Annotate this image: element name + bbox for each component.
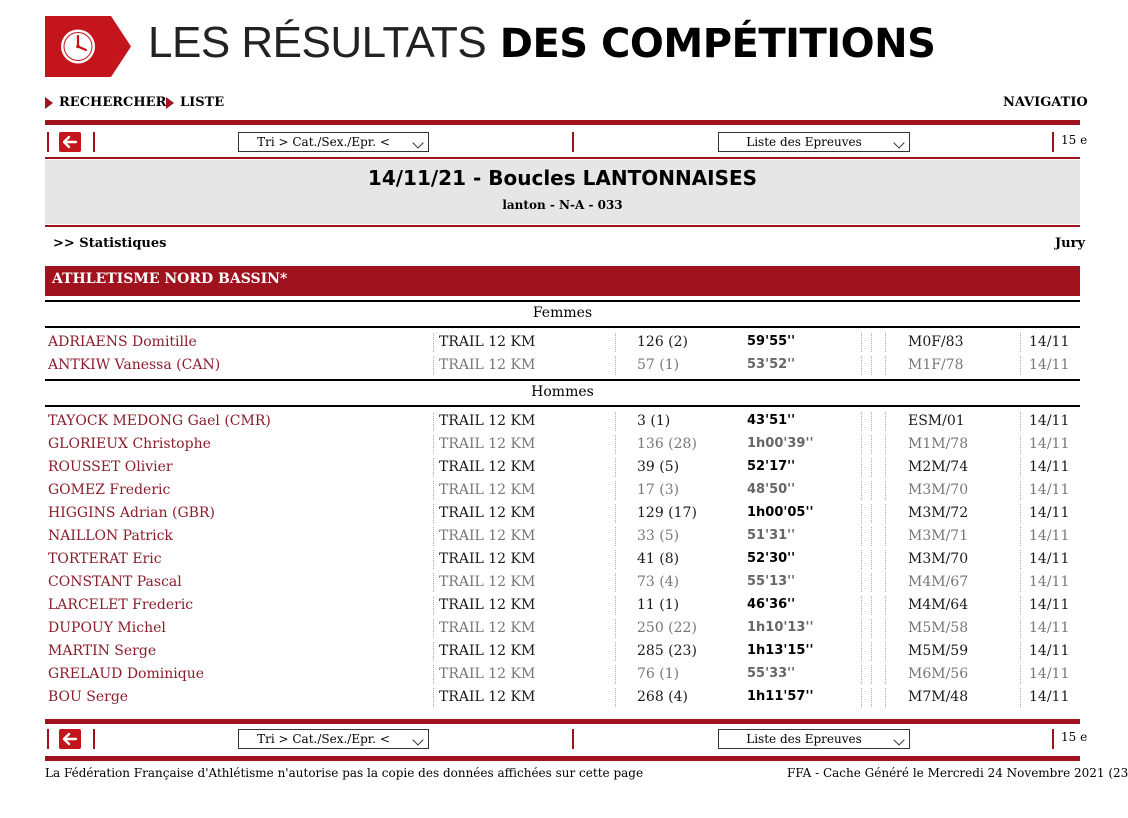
event-cell: TRAIL 12 KM: [439, 482, 536, 498]
column-separator: [861, 665, 862, 684]
date-cell: 14/11: [1029, 334, 1070, 350]
date-cell: 14/11: [1029, 643, 1070, 659]
event-cell: TRAIL 12 KM: [439, 643, 536, 659]
time-cell: 1h10'13'': [747, 620, 814, 635]
column-separator: [885, 573, 886, 592]
table-row[interactable]: [45, 331, 1080, 354]
column-separator: [871, 412, 872, 431]
column-separator: [615, 550, 616, 569]
place-cell: 76 (1): [637, 666, 680, 682]
divider: [572, 729, 574, 749]
place-cell: 126 (2): [637, 334, 689, 350]
column-separator: [615, 412, 616, 431]
column-separator: [885, 481, 886, 500]
event-cell: TRAIL 12 KM: [439, 620, 536, 636]
events-select[interactable]: [718, 132, 910, 152]
top-nav: [45, 93, 1088, 113]
column-separator: [885, 412, 886, 431]
column-separator: [885, 619, 886, 638]
column-separator: [615, 665, 616, 684]
time-cell: 1h00'39'': [747, 436, 814, 451]
category-cell: M3M/70: [908, 551, 969, 567]
divider: [93, 132, 95, 152]
place-cell: 39 (5): [637, 459, 680, 475]
chevron-down-icon: [893, 137, 904, 148]
column-separator: [615, 573, 616, 592]
date-cell: 14/11: [1029, 459, 1070, 475]
column-separator: [433, 527, 434, 546]
page-title-bold: DES COMPÉTITIONS: [499, 21, 936, 67]
date-cell: 14/11: [1029, 574, 1070, 590]
column-separator: [433, 435, 434, 454]
date-cell: 14/11: [1029, 482, 1070, 498]
section-label: Hommes: [531, 384, 594, 400]
column-separator: [885, 665, 886, 684]
athlete-name[interactable]: GLORIEUX Christophe: [48, 436, 211, 452]
back-button[interactable]: [59, 729, 81, 749]
column-separator: [615, 356, 616, 375]
time-cell: 1h00'05'': [747, 505, 814, 520]
search-link[interactable]: [45, 95, 166, 110]
table-row[interactable]: [45, 594, 1080, 617]
column-separator: [885, 435, 886, 454]
category-cell: M1M/78: [908, 436, 969, 452]
column-separator: [1020, 333, 1021, 352]
column-separator: [861, 527, 862, 546]
column-separator: [433, 688, 434, 707]
page-title: [148, 16, 935, 71]
events-select-value: Liste des Epreuves: [746, 135, 862, 149]
club-name: ATHLETISME NORD BASSIN*: [52, 271, 288, 287]
event-cell: TRAIL 12 KM: [439, 459, 536, 475]
place-cell: 57 (1): [637, 357, 680, 373]
event-cell: TRAIL 12 KM: [439, 357, 536, 373]
event-cell: TRAIL 12 KM: [439, 334, 536, 350]
divider: [47, 729, 49, 749]
event-cell: TRAIL 12 KM: [439, 551, 536, 567]
category-cell: M4M/67: [908, 574, 969, 590]
column-separator: [615, 527, 616, 546]
column-separator: [433, 504, 434, 523]
column-separator: [1020, 550, 1021, 569]
event-cell: TRAIL 12 KM: [439, 689, 536, 705]
column-separator: [871, 688, 872, 707]
category-cell: M2M/74: [908, 459, 969, 475]
list-link-label: LISTE: [180, 95, 225, 110]
column-separator: [615, 596, 616, 615]
column-separator: [1020, 481, 1021, 500]
section-header-men: [45, 379, 1080, 407]
category-cell: M5M/59: [908, 643, 969, 659]
athlete-name[interactable]: TORTERAT Eric: [48, 551, 162, 567]
sort-select[interactable]: [238, 132, 429, 152]
place-cell: 250 (22): [637, 620, 697, 636]
category-cell: M3M/72: [908, 505, 969, 521]
athlete-name[interactable]: HIGGINS Adrian (GBR): [48, 505, 215, 521]
sort-select-value: Tri > Cat./Sex./Epr. <: [257, 135, 390, 149]
column-separator: [871, 435, 872, 454]
event-header: [45, 160, 1080, 224]
column-separator: [615, 619, 616, 638]
back-button[interactable]: [59, 132, 81, 152]
column-separator: [1020, 665, 1021, 684]
column-separator: [433, 642, 434, 661]
table-row[interactable]: [45, 686, 1080, 709]
toolbar-top: [45, 130, 1088, 154]
category-cell: ESM/01: [908, 413, 965, 429]
time-cell: 1h13'15'': [747, 643, 814, 658]
time-cell: 46'36'': [747, 597, 796, 612]
time-cell: 55'33'': [747, 666, 796, 681]
divider: [93, 729, 95, 749]
column-separator: [1020, 412, 1021, 431]
column-separator: [615, 333, 616, 352]
event-title: 14/11/21 - Boucles LANTONNAISES: [367, 166, 758, 190]
column-separator: [861, 688, 862, 707]
column-separator: [433, 356, 434, 375]
column-separator: [1020, 619, 1021, 638]
date-cell: 14/11: [1029, 528, 1070, 544]
divider: [45, 225, 1080, 227]
table-row[interactable]: [45, 571, 1080, 594]
column-separator: [433, 412, 434, 431]
table-row[interactable]: [45, 433, 1080, 456]
column-separator: [433, 596, 434, 615]
athlete-name[interactable]: MARTIN Serge: [48, 643, 157, 659]
time-cell: 59'55'': [747, 334, 796, 349]
place-cell: 268 (4): [637, 689, 689, 705]
table-row[interactable]: [45, 502, 1080, 525]
athlete-name[interactable]: GRELAUD Dominique: [48, 666, 204, 682]
list-link[interactable]: [166, 95, 224, 110]
column-separator: [1020, 458, 1021, 477]
athlete-name[interactable]: DUPOUY Michel: [48, 620, 166, 636]
time-cell: 52'17'': [747, 459, 796, 474]
column-separator: [861, 550, 862, 569]
page-header: [0, 0, 1080, 90]
column-separator: [433, 619, 434, 638]
column-separator: [615, 504, 616, 523]
date-cell: 14/11: [1029, 505, 1070, 521]
date-cell: 14/11: [1029, 597, 1070, 613]
pager[interactable]: 15 e: [1061, 730, 1088, 744]
column-separator: [861, 573, 862, 592]
event-cell: TRAIL 12 KM: [439, 413, 536, 429]
event-cell: TRAIL 12 KM: [439, 597, 536, 613]
table-row[interactable]: [45, 617, 1080, 640]
column-separator: [861, 596, 862, 615]
column-separator: [433, 550, 434, 569]
column-separator: [871, 619, 872, 638]
athlete-name[interactable]: ROUSSET Olivier: [48, 459, 173, 475]
time-cell: 1h11'57'': [747, 689, 814, 704]
column-separator: [433, 333, 434, 352]
triangle-right-icon: [45, 97, 53, 109]
column-separator: [871, 596, 872, 615]
date-cell: 14/11: [1029, 666, 1070, 682]
copyright-notice: La Fédération Française d'Athlétisme n'autorise pas la copie des données affichées sur cette page: [45, 766, 644, 780]
sort-select-value: Tri > Cat./Sex./Epr. <: [257, 732, 390, 746]
divider: [45, 157, 1080, 159]
time-cell: 48'50'': [747, 482, 796, 497]
table-row[interactable]: [45, 456, 1080, 479]
category-cell: M3M/71: [908, 528, 969, 544]
column-separator: [871, 333, 872, 352]
section-label: Femmes: [532, 305, 593, 321]
column-separator: [885, 458, 886, 477]
column-separator: [885, 333, 886, 352]
column-separator: [885, 596, 886, 615]
table-row[interactable]: [45, 410, 1080, 433]
column-separator: [1020, 435, 1021, 454]
column-separator: [871, 573, 872, 592]
section-header-women: [45, 300, 1080, 328]
athlete-name[interactable]: BOU Serge: [48, 689, 129, 705]
chevron-down-icon: [412, 137, 423, 148]
time-cell: 55'13'': [747, 574, 796, 589]
column-separator: [615, 642, 616, 661]
time-cell: 51'31'': [747, 528, 796, 543]
athlete-name[interactable]: GOMEZ Frederic: [48, 482, 171, 498]
column-separator: [861, 642, 862, 661]
column-separator: [1020, 527, 1021, 546]
column-separator: [861, 412, 862, 431]
column-separator: [885, 642, 886, 661]
time-cell: 53'52'': [747, 357, 796, 372]
place-cell: 285 (23): [637, 643, 697, 659]
stats-row: [45, 236, 1086, 254]
place-cell: 129 (17): [637, 505, 697, 521]
jury-link[interactable]: Jury: [1055, 236, 1086, 251]
arrow-left-icon: [63, 136, 77, 148]
column-separator: [615, 481, 616, 500]
column-separator: [1020, 356, 1021, 375]
athlete-name[interactable]: ADRIAENS Domitille: [48, 334, 197, 350]
column-separator: [1020, 504, 1021, 523]
column-separator: [871, 550, 872, 569]
date-cell: 14/11: [1029, 357, 1070, 373]
event-cell: TRAIL 12 KM: [439, 436, 536, 452]
events-select-value: Liste des Epreuves: [746, 732, 862, 746]
divider: [45, 719, 1080, 724]
divider: [47, 132, 49, 152]
date-cell: 14/11: [1029, 551, 1070, 567]
column-separator: [871, 665, 872, 684]
column-separator: [871, 504, 872, 523]
place-cell: 41 (8): [637, 551, 680, 567]
column-separator: [1020, 688, 1021, 707]
sort-select[interactable]: [238, 729, 429, 749]
column-separator: [433, 573, 434, 592]
divider: [45, 120, 1080, 125]
place-cell: 33 (5): [637, 528, 680, 544]
navigation-label[interactable]: NAVIGATIO: [1003, 95, 1088, 110]
place-cell: 73 (4): [637, 574, 680, 590]
column-separator: [861, 333, 862, 352]
table-row[interactable]: [45, 663, 1080, 686]
divider: [1052, 132, 1054, 152]
time-cell: 52'30'': [747, 551, 796, 566]
column-separator: [861, 435, 862, 454]
triangle-right-icon: [166, 97, 174, 109]
column-separator: [615, 688, 616, 707]
table-row[interactable]: [45, 548, 1080, 571]
events-select[interactable]: [718, 729, 910, 749]
statistics-link[interactable]: >> Statistiques: [53, 236, 167, 251]
athlete-name[interactable]: LARCELET Frederic: [48, 597, 194, 613]
chevron-down-icon: [412, 734, 423, 745]
column-separator: [861, 356, 862, 375]
column-separator: [885, 527, 886, 546]
table-row[interactable]: [45, 479, 1080, 502]
pager[interactable]: 15 e: [1061, 133, 1088, 147]
category-cell: M0F/83: [908, 334, 964, 350]
date-cell: 14/11: [1029, 436, 1070, 452]
column-separator: [861, 619, 862, 638]
column-separator: [871, 481, 872, 500]
column-separator: [433, 665, 434, 684]
column-separator: [871, 527, 872, 546]
toolbar-bottom: [45, 727, 1088, 751]
event-cell: TRAIL 12 KM: [439, 666, 536, 682]
athlete-name[interactable]: TAYOCK MEDONG Gael (CMR): [48, 413, 271, 429]
athlete-name[interactable]: CONSTANT Pascal: [48, 574, 182, 590]
column-separator: [615, 435, 616, 454]
column-separator: [885, 504, 886, 523]
table-row[interactable]: [45, 525, 1080, 548]
column-separator: [615, 458, 616, 477]
search-link-label: RECHERCHER: [59, 95, 167, 110]
event-cell: TRAIL 12 KM: [439, 528, 536, 544]
divider: [1052, 729, 1054, 749]
column-separator: [1020, 573, 1021, 592]
date-cell: 14/11: [1029, 620, 1070, 636]
column-separator: [885, 688, 886, 707]
column-separator: [1020, 596, 1021, 615]
column-separator: [861, 504, 862, 523]
column-separator: [871, 458, 872, 477]
date-cell: 14/11: [1029, 413, 1070, 429]
event-cell: TRAIL 12 KM: [439, 505, 536, 521]
column-separator: [433, 481, 434, 500]
category-cell: M7M/48: [908, 689, 969, 705]
footer: [45, 766, 1128, 784]
category-cell: M6M/56: [908, 666, 969, 682]
table-row[interactable]: [45, 640, 1080, 663]
column-separator: [885, 356, 886, 375]
arrow-left-icon: [63, 733, 77, 745]
column-separator: [871, 642, 872, 661]
time-cell: 43'51'': [747, 413, 796, 428]
event-location: lanton - N-A - 033: [502, 198, 623, 212]
column-separator: [871, 356, 872, 375]
place-cell: 3 (1): [637, 413, 671, 429]
event-cell: TRAIL 12 KM: [439, 574, 536, 590]
column-separator: [433, 458, 434, 477]
column-separator: [861, 481, 862, 500]
club-header: [45, 266, 1080, 296]
cache-info: FFA - Cache Généré le Mercredi 24 Novembre 2021 (23: [787, 766, 1128, 780]
page-title-light: LES RÉSULTATS: [148, 18, 487, 67]
place-cell: 11 (1): [637, 597, 680, 613]
divider: [45, 756, 1080, 761]
athlete-name[interactable]: ANTKIW Vanessa (CAN): [48, 357, 221, 373]
column-separator: [861, 458, 862, 477]
athlete-name[interactable]: NAILLON Patrick: [48, 528, 173, 544]
category-cell: M4M/64: [908, 597, 969, 613]
column-separator: [1020, 642, 1021, 661]
category-cell: M1F/78: [908, 357, 964, 373]
table-row[interactable]: [45, 354, 1080, 377]
divider: [572, 132, 574, 152]
chevron-down-icon: [893, 734, 904, 745]
category-cell: M3M/70: [908, 482, 969, 498]
date-cell: 14/11: [1029, 689, 1070, 705]
place-cell: 136 (28): [637, 436, 697, 452]
place-cell: 17 (3): [637, 482, 680, 498]
clock-icon: [45, 16, 131, 77]
category-cell: M5M/58: [908, 620, 969, 636]
column-separator: [885, 550, 886, 569]
